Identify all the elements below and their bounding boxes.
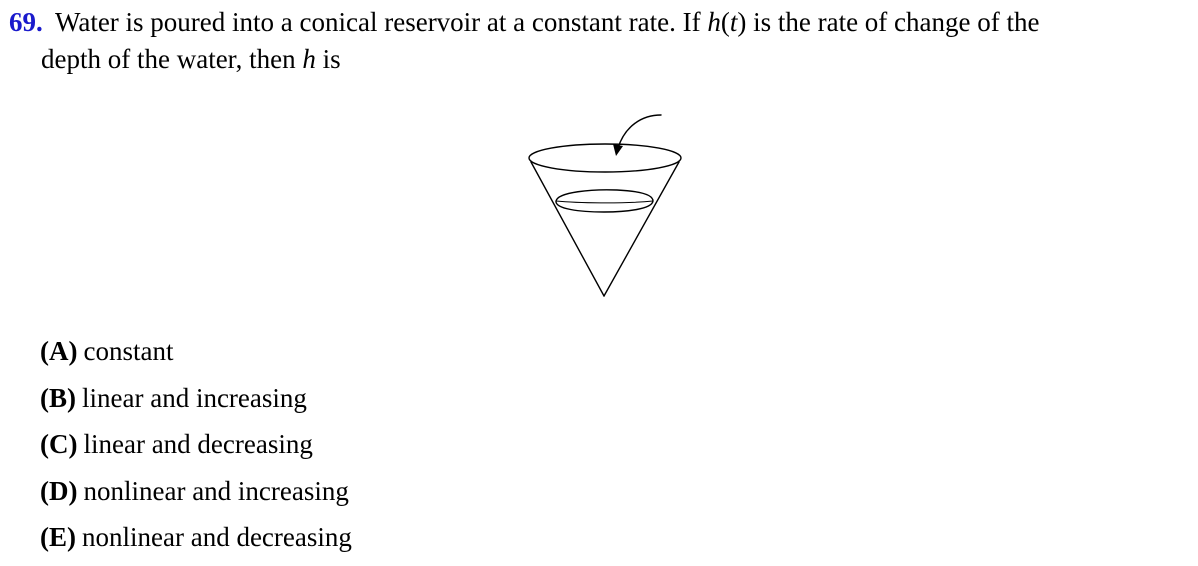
choice-c[interactable] bbox=[40, 426, 352, 473]
question-text bbox=[9, 4, 1191, 78]
choice-letter: (A) bbox=[40, 336, 78, 366]
choice-letter: (C) bbox=[40, 429, 78, 459]
arrow-head-icon bbox=[613, 144, 623, 156]
question-line2-end: is bbox=[322, 44, 341, 74]
choice-text: linear and increasing bbox=[82, 382, 307, 413]
water-surface bbox=[556, 190, 653, 212]
choice-b[interactable] bbox=[40, 380, 352, 427]
cone-left-side bbox=[531, 162, 604, 296]
choice-text: nonlinear and decreasing bbox=[82, 522, 352, 552]
question-number: 69. bbox=[9, 7, 43, 37]
paren-open: ( bbox=[720, 7, 730, 37]
choice-a[interactable] bbox=[40, 333, 352, 380]
choice-text: constant bbox=[83, 336, 174, 366]
function-h: h bbox=[707, 7, 721, 37]
variable-t: t bbox=[729, 7, 738, 37]
cone-right-side bbox=[604, 162, 679, 296]
question-line2-start: depth of the water, then bbox=[41, 44, 296, 74]
choice-letter: (D) bbox=[40, 475, 78, 506]
choice-d[interactable] bbox=[40, 473, 352, 520]
choice-text: nonlinear and increasing bbox=[83, 475, 349, 506]
cone-rim bbox=[529, 144, 681, 172]
choice-letter: (B) bbox=[40, 382, 76, 413]
choice-letter: (E) bbox=[40, 522, 76, 552]
question-line2 bbox=[9, 41, 1191, 78]
question-line1-start: Water is poured into a conical reservoir at a constant rate. If bbox=[55, 7, 701, 37]
inflow-arrow-icon bbox=[618, 115, 661, 148]
conical-reservoir-figure bbox=[522, 106, 688, 302]
paren-close: ) bbox=[737, 7, 747, 37]
question-line1-end: is the rate of change of the bbox=[753, 7, 1040, 37]
choice-e[interactable] bbox=[40, 519, 352, 566]
choice-text: linear and decreasing bbox=[83, 429, 313, 459]
answer-choices bbox=[40, 333, 352, 566]
variable-h: h bbox=[302, 44, 316, 74]
